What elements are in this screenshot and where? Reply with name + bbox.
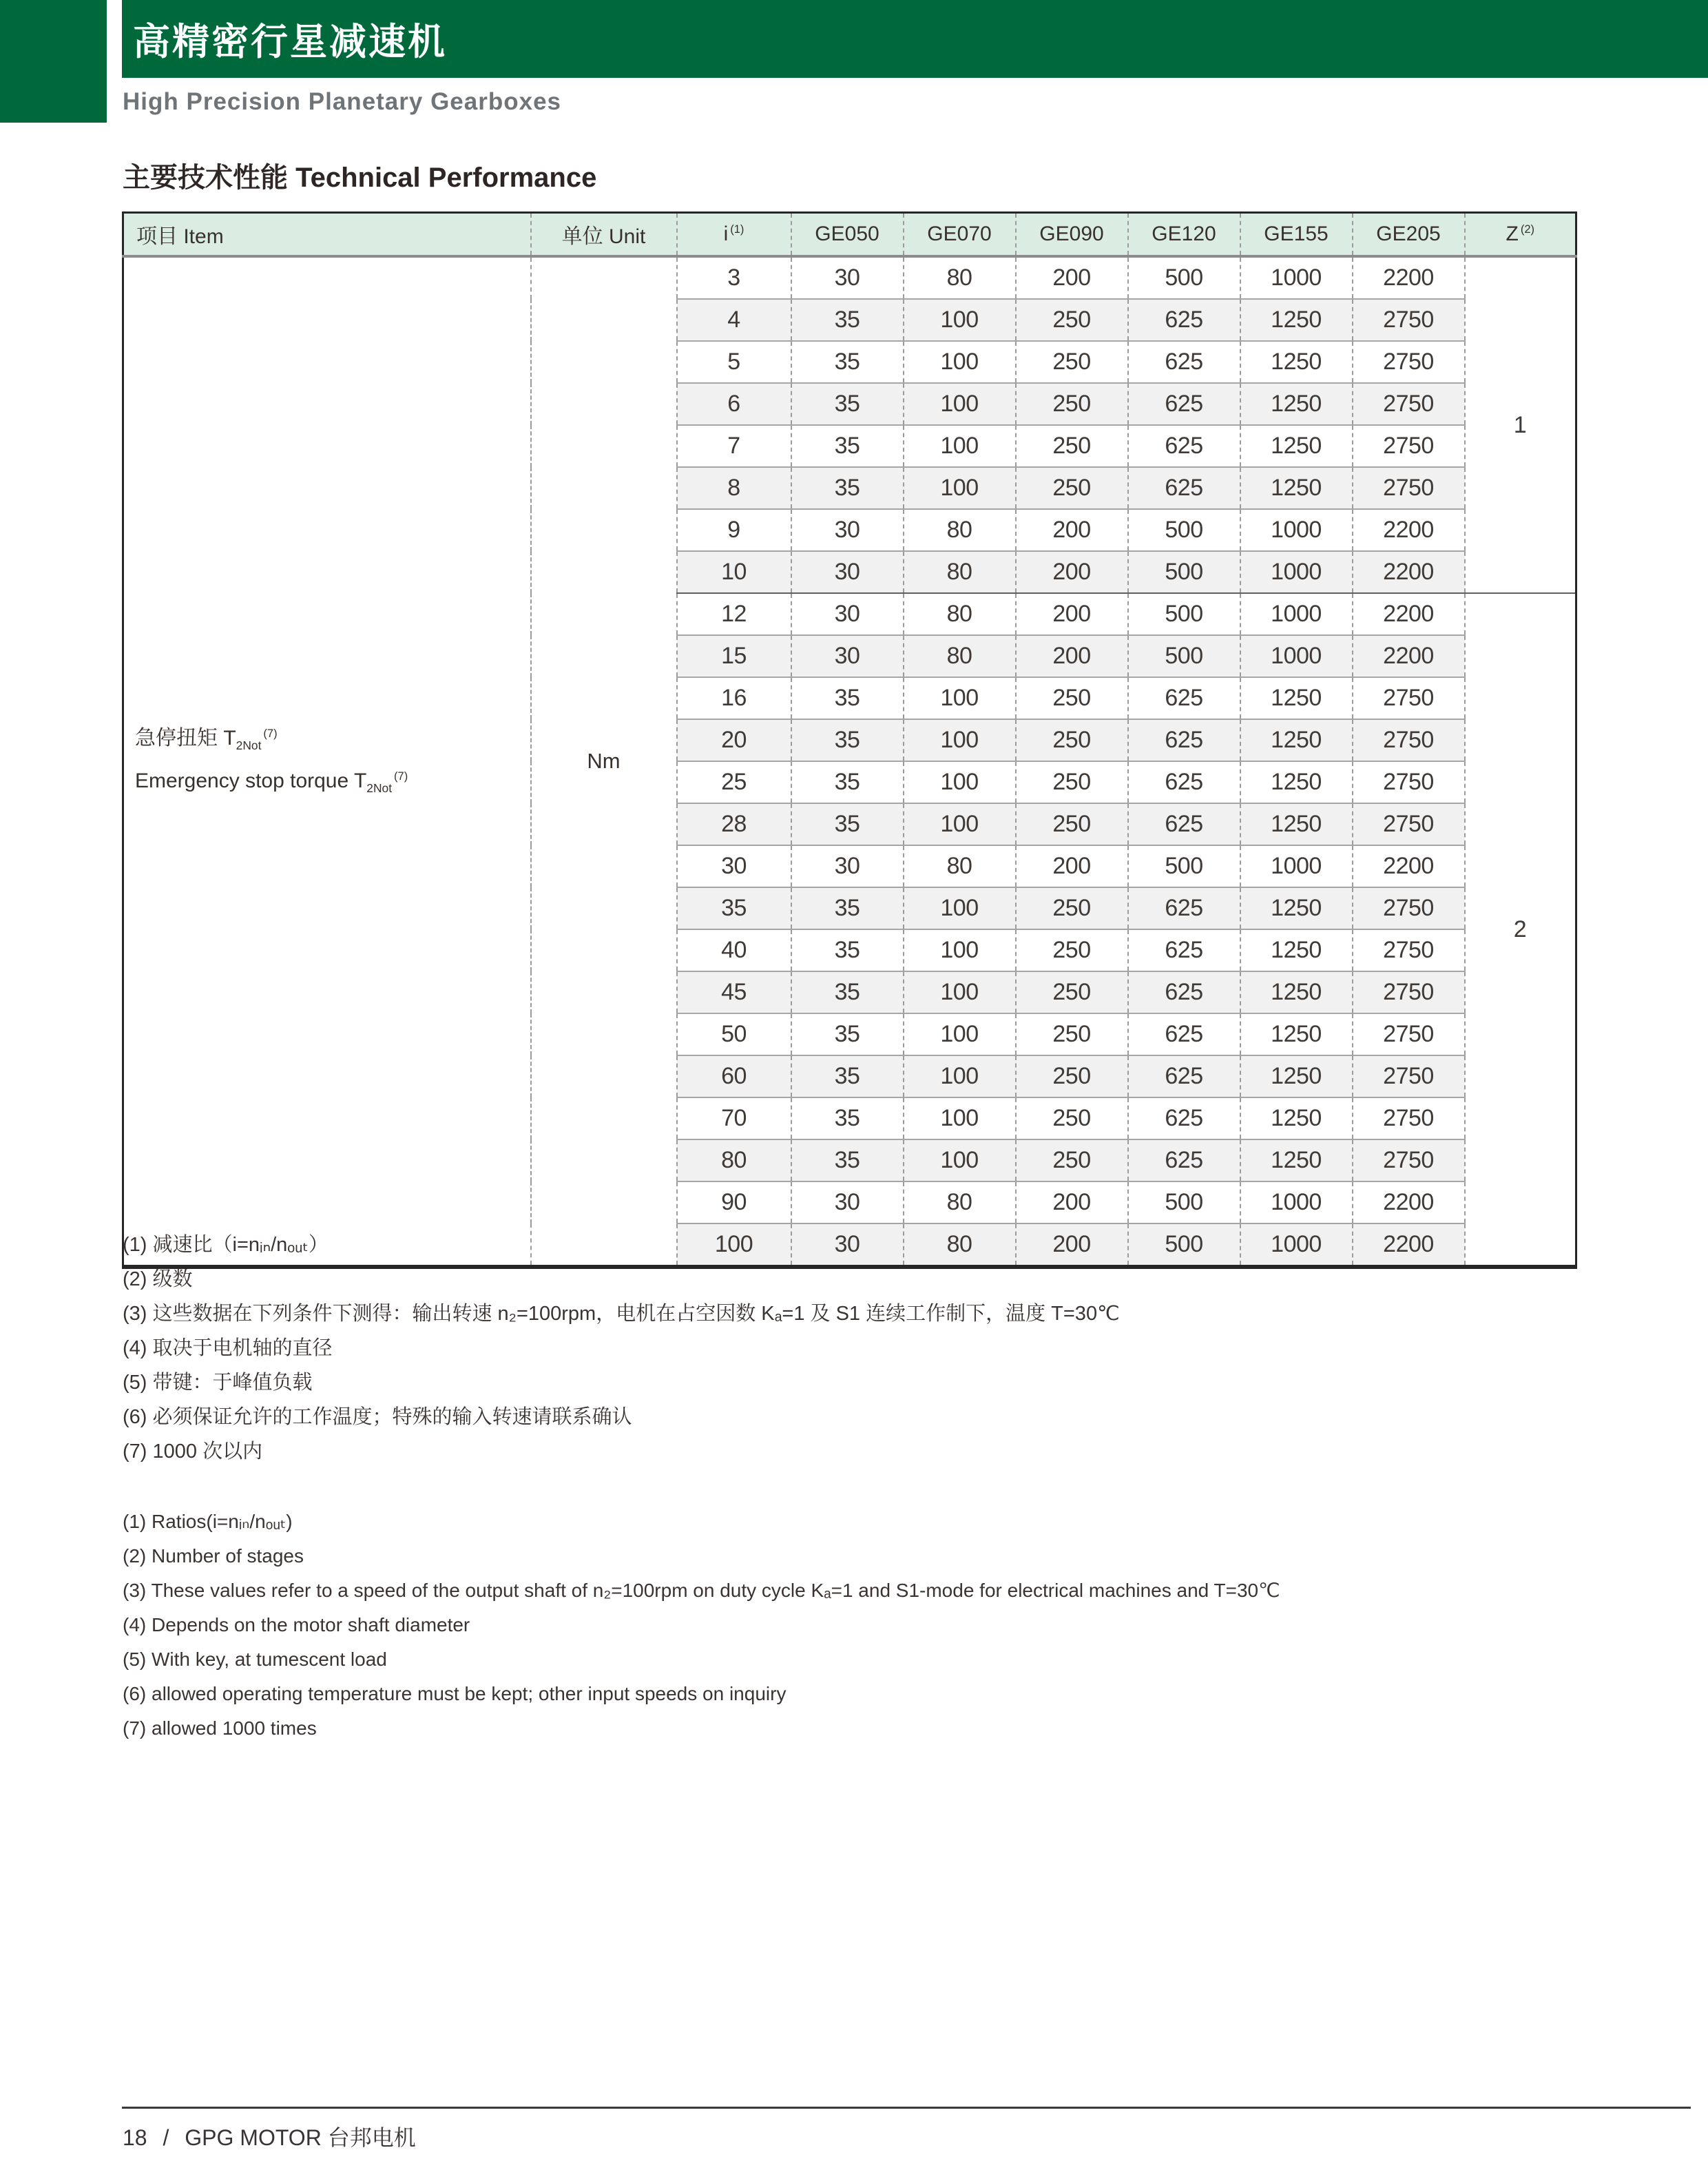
value-cell: 80 bbox=[904, 845, 1016, 887]
value-cell: 625 bbox=[1128, 803, 1240, 845]
value-cell: 30 bbox=[791, 509, 904, 551]
value-cell: 80 bbox=[904, 551, 1016, 593]
ratio-cell: 16 bbox=[677, 677, 791, 719]
value-cell: 35 bbox=[791, 425, 904, 467]
value-cell: 2750 bbox=[1353, 1055, 1465, 1097]
value-cell: 250 bbox=[1016, 1055, 1128, 1097]
value-cell: 80 bbox=[904, 1223, 1016, 1267]
value-cell: 2750 bbox=[1353, 929, 1465, 971]
value-cell: 200 bbox=[1016, 256, 1128, 299]
value-cell: 1250 bbox=[1240, 719, 1353, 761]
value-cell: 250 bbox=[1016, 887, 1128, 929]
value-cell: 35 bbox=[791, 761, 904, 803]
value-cell: 100 bbox=[904, 467, 1016, 509]
footer-page-number: 18 bbox=[123, 2125, 147, 2150]
value-cell: 1250 bbox=[1240, 1097, 1353, 1139]
ratio-cell: 70 bbox=[677, 1097, 791, 1139]
ratio-cell: 15 bbox=[677, 635, 791, 677]
note-line-zh: (5) 带键：于峰值负载 bbox=[123, 1372, 313, 1394]
value-cell: 1250 bbox=[1240, 929, 1353, 971]
value-cell: 625 bbox=[1128, 761, 1240, 803]
value-cell: 1250 bbox=[1240, 467, 1353, 509]
table-header-row bbox=[123, 213, 1576, 257]
value-cell: 35 bbox=[791, 719, 904, 761]
value-cell: 1000 bbox=[1240, 635, 1353, 677]
value-cell: 2200 bbox=[1353, 635, 1465, 677]
ratio-cell: 7 bbox=[677, 425, 791, 467]
value-cell: 35 bbox=[791, 971, 904, 1013]
value-cell: 35 bbox=[791, 1013, 904, 1055]
value-cell: 100 bbox=[904, 1013, 1016, 1055]
value-cell: 1250 bbox=[1240, 1139, 1353, 1181]
value-cell: 35 bbox=[791, 803, 904, 845]
value-cell: 2200 bbox=[1353, 509, 1465, 551]
ratio-cell: 35 bbox=[677, 887, 791, 929]
value-cell: 30 bbox=[791, 1223, 904, 1267]
value-cell: 2750 bbox=[1353, 383, 1465, 425]
brand-green-corner-block bbox=[0, 0, 107, 123]
value-cell: 250 bbox=[1016, 467, 1128, 509]
value-cell: 1250 bbox=[1240, 341, 1353, 383]
value-cell: 1000 bbox=[1240, 551, 1353, 593]
value-cell: 500 bbox=[1128, 635, 1240, 677]
value-cell: 2200 bbox=[1353, 1181, 1465, 1223]
value-cell: 80 bbox=[904, 1181, 1016, 1223]
value-cell: 35 bbox=[791, 929, 904, 971]
value-cell: 100 bbox=[904, 971, 1016, 1013]
value-cell: 80 bbox=[904, 635, 1016, 677]
value-cell: 200 bbox=[1016, 1181, 1128, 1223]
unit-cell: Nm bbox=[531, 256, 677, 1267]
ratio-cell: 9 bbox=[677, 509, 791, 551]
col-header-ge155: GE155 bbox=[1240, 213, 1353, 257]
value-cell: 30 bbox=[791, 1181, 904, 1223]
value-cell: 250 bbox=[1016, 929, 1128, 971]
value-cell: 35 bbox=[791, 1097, 904, 1139]
footer-brand: GPG MOTOR 台邦电机 bbox=[185, 2125, 416, 2150]
value-cell: 100 bbox=[904, 761, 1016, 803]
page-header-bar bbox=[122, 0, 1708, 78]
value-cell: 200 bbox=[1016, 551, 1128, 593]
value-cell: 2750 bbox=[1353, 677, 1465, 719]
z-stage-cell: 1 bbox=[1465, 256, 1576, 593]
value-cell: 35 bbox=[791, 887, 904, 929]
value-cell: 625 bbox=[1128, 383, 1240, 425]
value-cell: 2750 bbox=[1353, 299, 1465, 341]
value-cell: 2750 bbox=[1353, 341, 1465, 383]
value-cell: 100 bbox=[904, 719, 1016, 761]
value-cell: 35 bbox=[791, 299, 904, 341]
section-title bbox=[123, 156, 596, 195]
value-cell: 35 bbox=[791, 677, 904, 719]
note-line-en: (5) With key, at tumescent load bbox=[123, 1649, 387, 1670]
value-cell: 2200 bbox=[1353, 256, 1465, 299]
value-cell: 1250 bbox=[1240, 1055, 1353, 1097]
value-cell: 2750 bbox=[1353, 971, 1465, 1013]
col-header-ratio: i $^{(1)}$ bbox=[677, 213, 791, 257]
ratio-cell: 25 bbox=[677, 761, 791, 803]
notes-en bbox=[123, 1505, 1583, 1746]
col-header-ge070: GE070 bbox=[904, 213, 1016, 257]
value-cell: 2750 bbox=[1353, 467, 1465, 509]
value-cell: 1000 bbox=[1240, 593, 1353, 635]
section-title-en: Technical Performance bbox=[295, 163, 597, 193]
note-line-en: (2) Number of stages bbox=[123, 1545, 304, 1567]
value-cell: 250 bbox=[1016, 341, 1128, 383]
note-line-en: (7) allowed 1000 times bbox=[123, 1717, 317, 1739]
value-cell: 500 bbox=[1128, 845, 1240, 887]
col-header-ge205: GE205 bbox=[1353, 213, 1465, 257]
value-cell: 500 bbox=[1128, 551, 1240, 593]
col-header-ge120: GE120 bbox=[1128, 213, 1240, 257]
ratio-cell: 6 bbox=[677, 383, 791, 425]
value-cell: 250 bbox=[1016, 677, 1128, 719]
ratio-cell: 10 bbox=[677, 551, 791, 593]
ratio-cell: 30 bbox=[677, 845, 791, 887]
value-cell: 80 bbox=[904, 593, 1016, 635]
value-cell: 35 bbox=[791, 1139, 904, 1181]
ratio-cell: 90 bbox=[677, 1181, 791, 1223]
col-header-ge090: GE090 bbox=[1016, 213, 1128, 257]
value-cell: 1250 bbox=[1240, 803, 1353, 845]
ratio-cell: 40 bbox=[677, 929, 791, 971]
ratio-cell: 3 bbox=[677, 256, 791, 299]
table-body bbox=[123, 256, 1576, 1267]
value-cell: 250 bbox=[1016, 971, 1128, 1013]
col-header-unit: 单位 Unit bbox=[531, 213, 677, 257]
value-cell: 625 bbox=[1128, 719, 1240, 761]
value-cell: 100 bbox=[904, 383, 1016, 425]
value-cell: 625 bbox=[1128, 1013, 1240, 1055]
footer-separator: / bbox=[163, 2125, 169, 2150]
note-line-en: (6) allowed operating temperature must be kept; other input speeds on inquiry bbox=[123, 1683, 787, 1704]
value-cell: 30 bbox=[791, 635, 904, 677]
value-cell: 250 bbox=[1016, 299, 1128, 341]
value-cell: 2200 bbox=[1353, 551, 1465, 593]
value-cell: 100 bbox=[904, 803, 1016, 845]
value-cell: 250 bbox=[1016, 761, 1128, 803]
value-cell: 30 bbox=[791, 593, 904, 635]
value-cell: 1250 bbox=[1240, 761, 1353, 803]
value-cell: 200 bbox=[1016, 1223, 1128, 1267]
value-cell: 2750 bbox=[1353, 719, 1465, 761]
value-cell: 100 bbox=[904, 1139, 1016, 1181]
value-cell: 1000 bbox=[1240, 509, 1353, 551]
value-cell: 625 bbox=[1128, 971, 1240, 1013]
note-line-zh: (6) 必须保证允许的工作温度；特殊的输入转速请联系确认 bbox=[123, 1406, 632, 1428]
footer-rule bbox=[122, 2107, 1691, 2109]
value-cell: 2200 bbox=[1353, 845, 1465, 887]
note-line-zh: (2) 级数 bbox=[123, 1268, 193, 1290]
value-cell: 100 bbox=[904, 299, 1016, 341]
value-cell: 100 bbox=[904, 677, 1016, 719]
note-line-zh: (3) 这些数据在下列条件下测得：输出转速 n₂=100rpm，电机在占空因数 Kₐ=1 及 S1 连续工作制下，温度 T=30℃ bbox=[123, 1303, 1120, 1325]
value-cell: 80 bbox=[904, 256, 1016, 299]
item-label-zh: 急停扭矩 $T_{2Not}^{(7)}$ bbox=[135, 727, 278, 752]
ratio-cell: 60 bbox=[677, 1055, 791, 1097]
value-cell: 1000 bbox=[1240, 1223, 1353, 1267]
col-header-item: 项目 Item bbox=[123, 213, 531, 257]
value-cell: 2750 bbox=[1353, 761, 1465, 803]
value-cell: 500 bbox=[1128, 593, 1240, 635]
value-cell: 250 bbox=[1016, 383, 1128, 425]
value-cell: 100 bbox=[904, 929, 1016, 971]
item-label-en: Emergency stop torque $T_{2Not}^{(7)}$ bbox=[135, 769, 408, 795]
value-cell: 625 bbox=[1128, 1097, 1240, 1139]
value-cell: 2750 bbox=[1353, 803, 1465, 845]
note-line-en: (3) These values refer to a speed of the output shaft of n₂=100rpm on duty cycle Kₐ=1 and S1-mode for electrical machines and T=30℃ bbox=[123, 1580, 1280, 1601]
value-cell: 30 bbox=[791, 845, 904, 887]
value-cell: 500 bbox=[1128, 1223, 1240, 1267]
value-cell: 100 bbox=[904, 1097, 1016, 1139]
value-cell: 1250 bbox=[1240, 1013, 1353, 1055]
note-line-zh: (1) 减速比（i=nᵢₙ/nₒᵤₜ） bbox=[123, 1234, 329, 1256]
ratio-cell: 50 bbox=[677, 1013, 791, 1055]
value-cell: 200 bbox=[1016, 635, 1128, 677]
value-cell: 2200 bbox=[1353, 1223, 1465, 1267]
value-cell: 500 bbox=[1128, 256, 1240, 299]
ratio-cell: 8 bbox=[677, 467, 791, 509]
value-cell: 2750 bbox=[1353, 1013, 1465, 1055]
technical-performance-table-wrap bbox=[122, 211, 1577, 1269]
col-header-ge050: GE050 bbox=[791, 213, 904, 257]
value-cell: 2750 bbox=[1353, 1097, 1465, 1139]
value-cell: 250 bbox=[1016, 425, 1128, 467]
value-cell: 100 bbox=[904, 425, 1016, 467]
value-cell: 1250 bbox=[1240, 425, 1353, 467]
value-cell: 250 bbox=[1016, 1139, 1128, 1181]
value-cell: 250 bbox=[1016, 719, 1128, 761]
value-cell: 35 bbox=[791, 341, 904, 383]
value-cell: 625 bbox=[1128, 299, 1240, 341]
value-cell: 35 bbox=[791, 383, 904, 425]
col-header-stages: Z $^{(2)}$ bbox=[1465, 213, 1576, 257]
footer-text bbox=[123, 2120, 416, 2152]
value-cell: 1000 bbox=[1240, 256, 1353, 299]
section-title-zh: 主要技术性能 bbox=[123, 163, 288, 193]
ratio-cell: 45 bbox=[677, 971, 791, 1013]
item-cell bbox=[123, 256, 531, 1267]
table-row bbox=[123, 256, 1576, 299]
value-cell: 1000 bbox=[1240, 845, 1353, 887]
value-cell: 1250 bbox=[1240, 971, 1353, 1013]
value-cell: 500 bbox=[1128, 1181, 1240, 1223]
value-cell: 200 bbox=[1016, 845, 1128, 887]
value-cell: 30 bbox=[791, 551, 904, 593]
page-title-zh: 高精密行星减速机 bbox=[133, 21, 447, 63]
value-cell: 625 bbox=[1128, 1055, 1240, 1097]
value-cell: 35 bbox=[791, 1055, 904, 1097]
value-cell: 250 bbox=[1016, 803, 1128, 845]
value-cell: 625 bbox=[1128, 467, 1240, 509]
value-cell: 1250 bbox=[1240, 887, 1353, 929]
value-cell: 2750 bbox=[1353, 1139, 1465, 1181]
value-cell: 625 bbox=[1128, 887, 1240, 929]
value-cell: 1250 bbox=[1240, 383, 1353, 425]
z-stage-cell: 2 bbox=[1465, 593, 1576, 1267]
ratio-cell: 12 bbox=[677, 593, 791, 635]
value-cell: 1000 bbox=[1240, 1181, 1353, 1223]
value-cell: 500 bbox=[1128, 509, 1240, 551]
ratio-cell: 20 bbox=[677, 719, 791, 761]
ratio-cell: 100 bbox=[677, 1223, 791, 1267]
value-cell: 625 bbox=[1128, 677, 1240, 719]
ratio-cell: 28 bbox=[677, 803, 791, 845]
value-cell: 2750 bbox=[1353, 425, 1465, 467]
ratio-cell: 4 bbox=[677, 299, 791, 341]
notes-zh bbox=[123, 1228, 1583, 1469]
value-cell: 30 bbox=[791, 256, 904, 299]
note-line-en: (4) Depends on the motor shaft diameter bbox=[123, 1614, 470, 1635]
ratio-cell: 5 bbox=[677, 341, 791, 383]
value-cell: 100 bbox=[904, 1055, 1016, 1097]
value-cell: 35 bbox=[791, 467, 904, 509]
technical-performance-table bbox=[122, 211, 1577, 1269]
value-cell: 80 bbox=[904, 509, 1016, 551]
value-cell: 200 bbox=[1016, 509, 1128, 551]
note-line-zh: (4) 取决于电机轴的直径 bbox=[123, 1337, 333, 1359]
value-cell: 2200 bbox=[1353, 593, 1465, 635]
value-cell: 250 bbox=[1016, 1097, 1128, 1139]
value-cell: 1250 bbox=[1240, 299, 1353, 341]
value-cell: 625 bbox=[1128, 929, 1240, 971]
value-cell: 100 bbox=[904, 887, 1016, 929]
note-line-zh: (7) 1000 次以内 bbox=[123, 1440, 263, 1463]
value-cell: 625 bbox=[1128, 425, 1240, 467]
page-subtitle-en: High Precision Planetary Gearboxes bbox=[123, 88, 562, 115]
note-line-en: (1) Ratios(i=nᵢₙ/nₒᵤₜ) bbox=[123, 1511, 293, 1532]
value-cell: 200 bbox=[1016, 593, 1128, 635]
value-cell: 625 bbox=[1128, 341, 1240, 383]
ratio-cell: 80 bbox=[677, 1139, 791, 1181]
value-cell: 2750 bbox=[1353, 887, 1465, 929]
value-cell: 100 bbox=[904, 341, 1016, 383]
value-cell: 250 bbox=[1016, 1013, 1128, 1055]
value-cell: 625 bbox=[1128, 1139, 1240, 1181]
value-cell: 1250 bbox=[1240, 677, 1353, 719]
